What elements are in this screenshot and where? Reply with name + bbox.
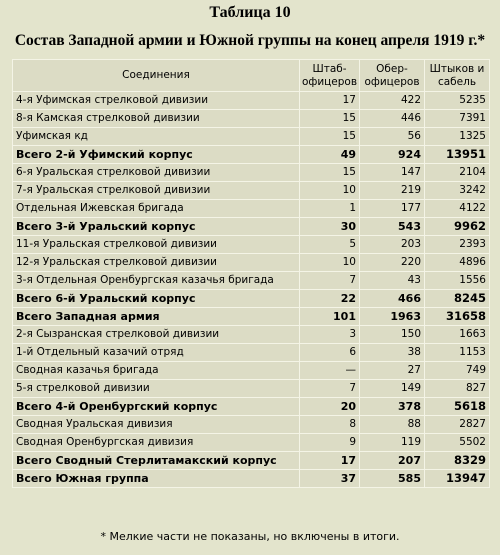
chief-officers-cell: 543 [360,218,425,236]
bayonets-sabers-cell: 5235 [425,92,490,110]
staff-officers-cell: 7 [300,380,360,398]
bayonets-sabers-cell: 13947 [425,470,490,488]
unit-name-cell: Всего 4-й Оренбургский корпус [13,398,300,416]
unit-name-cell: 1-й Отдельный казачий отряд [13,344,300,362]
table-row [13,362,490,380]
chief-officers-cell: 220 [360,254,425,272]
bayonets-sabers-cell: 8329 [425,452,490,470]
table-row [13,254,490,272]
staff-officers-cell: 17 [300,452,360,470]
staff-officers-cell: 1 [300,200,360,218]
chief-officers-cell: 203 [360,236,425,254]
chief-officers-cell: 27 [360,362,425,380]
staff-officers-cell: 9 [300,434,360,452]
staff-officers-cell: 7 [300,272,360,290]
total-row [13,218,490,236]
unit-name-cell: Всего 6-й Уральский корпус [13,290,300,308]
unit-name-cell: 3-я Отдельная Оренбургская казачья бригада [13,272,300,290]
footnote: * Мелкие части не показаны, но включены в итоги. [100,530,400,543]
staff-officers-cell: 37 [300,470,360,488]
total-row [13,308,490,326]
staff-officers-cell: 6 [300,344,360,362]
total-row [13,398,490,416]
staff-officers-cell: 20 [300,398,360,416]
staff-officers-cell: 8 [300,416,360,434]
header-bayonets-sabers: Штыков и сабель [425,60,490,92]
table-row [13,236,490,254]
bayonets-sabers-cell: 2104 [425,164,490,182]
total-row [13,146,490,164]
chief-officers-cell: 150 [360,326,425,344]
chief-officers-cell: 38 [360,344,425,362]
bayonets-sabers-cell: 5618 [425,398,490,416]
total-row [13,470,490,488]
table-row [13,164,490,182]
unit-name-cell: Всего Южная группа [13,470,300,488]
chief-officers-cell: 207 [360,452,425,470]
staff-officers-cell: 3 [300,326,360,344]
staff-officers-cell: 30 [300,218,360,236]
bayonets-sabers-cell: 13951 [425,146,490,164]
table-row [13,344,490,362]
bayonets-sabers-cell: 2827 [425,416,490,434]
chief-officers-cell: 924 [360,146,425,164]
table-row [13,128,490,146]
table-row [13,200,490,218]
data-table [12,59,490,488]
unit-name-cell: Всего Западная армия [13,308,300,326]
chief-officers-cell: 466 [360,290,425,308]
table-row [13,326,490,344]
total-row [13,290,490,308]
unit-name-cell: Всего 2-й Уфимский корпус [13,146,300,164]
unit-name-cell: 11-я Уральская стрелковой дивизии [13,236,300,254]
chief-officers-cell: 149 [360,380,425,398]
table-number: Таблица 10 [209,4,291,21]
staff-officers-cell: 17 [300,92,360,110]
unit-name-cell: 12-я Уральская стрелковой дивизии [13,254,300,272]
table-row [13,272,490,290]
unit-name-cell: Сводная казачья бригада [13,362,300,380]
unit-name-cell: Всего 3-й Уральский корпус [13,218,300,236]
bayonets-sabers-cell: 1556 [425,272,490,290]
staff-officers-cell: — [300,362,360,380]
chief-officers-cell: 585 [360,470,425,488]
bayonets-sabers-cell: 8245 [425,290,490,308]
header-units: Соединения [13,60,300,92]
staff-officers-cell: 49 [300,146,360,164]
table-row [13,110,490,128]
bayonets-sabers-cell: 827 [425,380,490,398]
bayonets-sabers-cell: 1663 [425,326,490,344]
chief-officers-cell: 219 [360,182,425,200]
table-row [13,182,490,200]
table-row [13,434,490,452]
unit-name-cell: 4-я Уфимская стрелковой дивизии [13,92,300,110]
unit-name-cell: Сводная Уральская дивизия [13,416,300,434]
staff-officers-cell: 22 [300,290,360,308]
staff-officers-cell: 15 [300,110,360,128]
unit-name-cell: 2-я Сызранская стрелковой дивизии [13,326,300,344]
bayonets-sabers-cell: 2393 [425,236,490,254]
header-staff-officers: Штаб-офицеров [300,60,360,92]
chief-officers-cell: 147 [360,164,425,182]
unit-name-cell: 7-я Уральская стрелковой дивизии [13,182,300,200]
bayonets-sabers-cell: 749 [425,362,490,380]
table-title: Состав Западной армии и Южной группы на конец апреля 1919 г.* [14,32,486,49]
bayonets-sabers-cell: 4896 [425,254,490,272]
bayonets-sabers-cell: 7391 [425,110,490,128]
bayonets-sabers-cell: 5502 [425,434,490,452]
unit-name-cell: Уфимская кд [13,128,300,146]
unit-name-cell: Всего Сводный Стерлитамакский корпус [13,452,300,470]
bayonets-sabers-cell: 31658 [425,308,490,326]
table-body [13,92,490,488]
unit-name-cell: 5-я стрелковой дивизии [13,380,300,398]
chief-officers-cell: 177 [360,200,425,218]
staff-officers-cell: 15 [300,164,360,182]
chief-officers-cell: 88 [360,416,425,434]
staff-officers-cell: 5 [300,236,360,254]
staff-officers-cell: 15 [300,128,360,146]
chief-officers-cell: 422 [360,92,425,110]
chief-officers-cell: 1963 [360,308,425,326]
table-row [13,380,490,398]
bayonets-sabers-cell: 1325 [425,128,490,146]
unit-name-cell: Сводная Оренбургская дивизия [13,434,300,452]
unit-name-cell: Отдельная Ижевская бригада [13,200,300,218]
chief-officers-cell: 56 [360,128,425,146]
header-row [13,60,490,92]
unit-name-cell: 6-я Уральская стрелковой дивизии [13,164,300,182]
bayonets-sabers-cell: 3242 [425,182,490,200]
staff-officers-cell: 101 [300,308,360,326]
bayonets-sabers-cell: 1153 [425,344,490,362]
total-row [13,452,490,470]
chief-officers-cell: 119 [360,434,425,452]
bayonets-sabers-cell: 9962 [425,218,490,236]
staff-officers-cell: 10 [300,182,360,200]
staff-officers-cell: 10 [300,254,360,272]
chief-officers-cell: 378 [360,398,425,416]
header-chief-officers: Обер-офицеров [360,60,425,92]
table-row [13,416,490,434]
table-row [13,92,490,110]
unit-name-cell: 8-я Камская стрелковой дивизии [13,110,300,128]
bayonets-sabers-cell: 4122 [425,200,490,218]
chief-officers-cell: 446 [360,110,425,128]
chief-officers-cell: 43 [360,272,425,290]
